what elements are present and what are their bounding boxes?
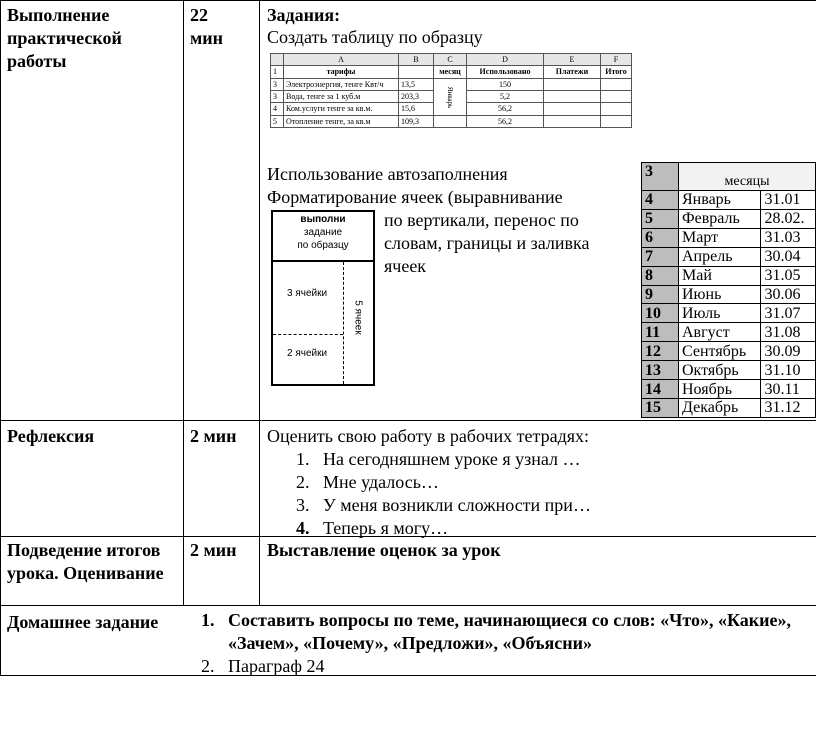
sheet-cell xyxy=(544,78,601,90)
months-rownum: 5 xyxy=(642,209,679,228)
stage-summary: Подведение итогов урока. Оценивание xyxy=(7,540,164,583)
time-summary: 2 мин xyxy=(190,540,237,560)
sheet-cell xyxy=(434,115,467,127)
sheet-cell: Отопление тенге, за кв.м xyxy=(284,115,399,127)
col-divider-1 xyxy=(183,0,184,605)
sample-box-dashed-v xyxy=(343,262,344,384)
sheet-cell xyxy=(601,115,632,127)
sheet-cell: Ком.услуги тенге за кв.м. xyxy=(284,103,399,115)
months-month: Январь xyxy=(679,191,761,210)
sheet-header: Итого xyxy=(601,66,632,78)
sample-label-5: 5 ячеек xyxy=(352,300,364,335)
months-rownum: 13 xyxy=(642,361,679,380)
reflection-intro: Оценить свою работу в рабочих тетрадях: xyxy=(267,426,590,446)
summary-text: Выставление оценок за урок xyxy=(267,540,501,560)
sample-spreadsheet xyxy=(270,53,632,128)
tasks-heading: Задания: xyxy=(267,5,341,25)
months-date: 30.09 xyxy=(761,342,816,361)
months-date: 31.05 xyxy=(761,266,816,285)
row-divider-3 xyxy=(0,605,816,606)
months-month: Февраль xyxy=(679,209,761,228)
sheet-cell: 203,3 xyxy=(399,90,434,102)
months-rownum: 11 xyxy=(642,323,679,342)
sheet-cell: 56,2 xyxy=(467,103,544,115)
months-date: 31.03 xyxy=(761,228,816,247)
list-number: 2. xyxy=(296,472,310,492)
col-divider-2 xyxy=(259,0,260,605)
sheet-col xyxy=(271,54,284,66)
months-date: 30.11 xyxy=(761,380,816,399)
skills-line-1: Использование автозаполнения xyxy=(267,164,508,184)
sheet-cell xyxy=(544,103,601,115)
sample-box-title-1: выполни xyxy=(300,214,346,225)
sheet-col: B xyxy=(399,54,434,66)
months-month: Апрель xyxy=(679,247,761,266)
months-header-num: 3 xyxy=(642,163,679,191)
months-month: Июнь xyxy=(679,285,761,304)
sheet-col: C xyxy=(434,54,467,66)
sheet-month-merged xyxy=(434,78,467,115)
sample-box-title-3: по образцу xyxy=(297,240,349,251)
sample-box-divider xyxy=(273,260,373,262)
sheet-rownum: 1 xyxy=(271,66,284,78)
sample-merge-box xyxy=(271,210,375,386)
sheet-col: D xyxy=(467,54,544,66)
sample-label-2: 2 ячейки xyxy=(287,348,328,359)
months-header-label: месяцы xyxy=(679,163,816,191)
homework-item-1-line-2: «Зачем», «Почему», «Предложи», «Объясни» xyxy=(228,633,593,653)
table-border-left xyxy=(0,0,1,676)
months-month: Декабрь xyxy=(679,398,761,417)
list-item xyxy=(296,471,591,494)
sheet-header: Использовано xyxy=(467,66,544,78)
sheet-cell: 150 xyxy=(467,78,544,90)
stage-practical: Выполнение практической работы xyxy=(7,5,122,71)
months-date: 30.04 xyxy=(761,247,816,266)
sheet-rownum: 3 xyxy=(271,78,284,90)
months-month: Март xyxy=(679,228,761,247)
homework-list xyxy=(201,609,816,678)
skills-line-5: ячеек xyxy=(384,256,427,276)
sheet-rownum: 3 xyxy=(271,90,284,102)
skills-line-2: Форматирование ячеек (выравнивание xyxy=(267,187,563,207)
time-practical: 22 мин xyxy=(190,5,224,48)
sheet-cell xyxy=(601,78,632,90)
months-date: 28.02. xyxy=(761,209,816,228)
sheet-col: F xyxy=(601,54,632,66)
months-rownum: 8 xyxy=(642,266,679,285)
list-item-text: Мне удалось… xyxy=(323,472,439,492)
list-item xyxy=(201,609,816,632)
sample-box-dashed-h xyxy=(273,334,343,335)
sheet-header xyxy=(399,66,434,78)
table-border-top xyxy=(0,0,816,1)
sheet-cell xyxy=(544,115,601,127)
list-number: 1. xyxy=(201,610,215,630)
list-item xyxy=(296,448,591,471)
months-rownum: 7 xyxy=(642,247,679,266)
list-item-text: На сегодняшнем уроке я узнал … xyxy=(323,449,581,469)
list-number: 3. xyxy=(296,495,310,515)
months-rownum: 9 xyxy=(642,285,679,304)
months-rownum: 4 xyxy=(642,191,679,210)
months-rownum: 10 xyxy=(642,304,679,323)
months-month: Ноябрь xyxy=(679,380,761,399)
sheet-cell: 13,5 xyxy=(399,78,434,90)
list-number: 1. xyxy=(296,449,310,469)
list-number: 4. xyxy=(296,518,310,538)
reflection-list xyxy=(296,448,591,540)
sample-label-3: 3 ячейки xyxy=(287,288,328,299)
months-date: 31.10 xyxy=(761,361,816,380)
months-rownum: 14 xyxy=(642,380,679,399)
sheet-header: месяц xyxy=(434,66,467,78)
sheet-col: E xyxy=(544,54,601,66)
list-item xyxy=(296,494,591,517)
months-month: Сентябрь xyxy=(679,342,761,361)
sheet-header: тарифы xyxy=(284,66,399,78)
sheet-col: A xyxy=(284,54,399,66)
stage-homework: Домашнее задание xyxy=(7,612,159,632)
months-rownum: 15 xyxy=(642,398,679,417)
sheet-cell: Вода, тенге за 1 куб.м xyxy=(284,90,399,102)
sheet-cell xyxy=(544,90,601,102)
sheet-rownum: 4 xyxy=(271,103,284,115)
sheet-cell: 109,3 xyxy=(399,115,434,127)
months-date: 31.01 xyxy=(761,191,816,210)
sheet-cell: Электроэнергия, тенге Квт/ч xyxy=(284,78,399,90)
list-number: 2. xyxy=(201,656,215,676)
row-divider-1 xyxy=(0,420,816,421)
homework-item-1-line-1: Составить вопросы по теме, начинающиеся со слов: «Что», «Какие», xyxy=(228,610,791,630)
months-date: 31.12 xyxy=(761,398,816,417)
months-date: 30.06 xyxy=(761,285,816,304)
months-rownum: 6 xyxy=(642,228,679,247)
stage-reflection: Рефлексия xyxy=(7,426,95,446)
months-spreadsheet xyxy=(641,162,816,418)
list-item xyxy=(201,632,816,655)
list-item xyxy=(201,655,816,678)
months-month: Июль xyxy=(679,304,761,323)
sheet-rownum: 5 xyxy=(271,115,284,127)
skills-line-4: словам, границы и заливка xyxy=(384,233,590,253)
time-reflection: 2 мин xyxy=(190,426,237,446)
sample-box-title-2: задание xyxy=(303,227,343,238)
list-item xyxy=(296,517,591,540)
list-item-text: У меня возникли сложности при… xyxy=(323,495,591,515)
months-month: Август xyxy=(679,323,761,342)
months-date: 31.07 xyxy=(761,304,816,323)
months-rownum: 12 xyxy=(642,342,679,361)
skills-line-3: по вертикали, перенос по xyxy=(384,210,579,230)
list-item-text: Теперь я могу… xyxy=(323,518,449,538)
sheet-month-label: Январь xyxy=(446,86,455,108)
months-month: Май xyxy=(679,266,761,285)
sheet-cell: 15,6 xyxy=(399,103,434,115)
sheet-cell: 56,2 xyxy=(467,115,544,127)
sheet-cell xyxy=(601,103,632,115)
task-text: Создать таблицу по образцу xyxy=(267,27,483,47)
months-month: Октябрь xyxy=(679,361,761,380)
sheet-cell: 5,2 xyxy=(467,90,544,102)
sheet-header: Платежи xyxy=(544,66,601,78)
sheet-cell xyxy=(601,90,632,102)
homework-item-2: Параграф 24 xyxy=(228,656,325,676)
months-date: 31.08 xyxy=(761,323,816,342)
